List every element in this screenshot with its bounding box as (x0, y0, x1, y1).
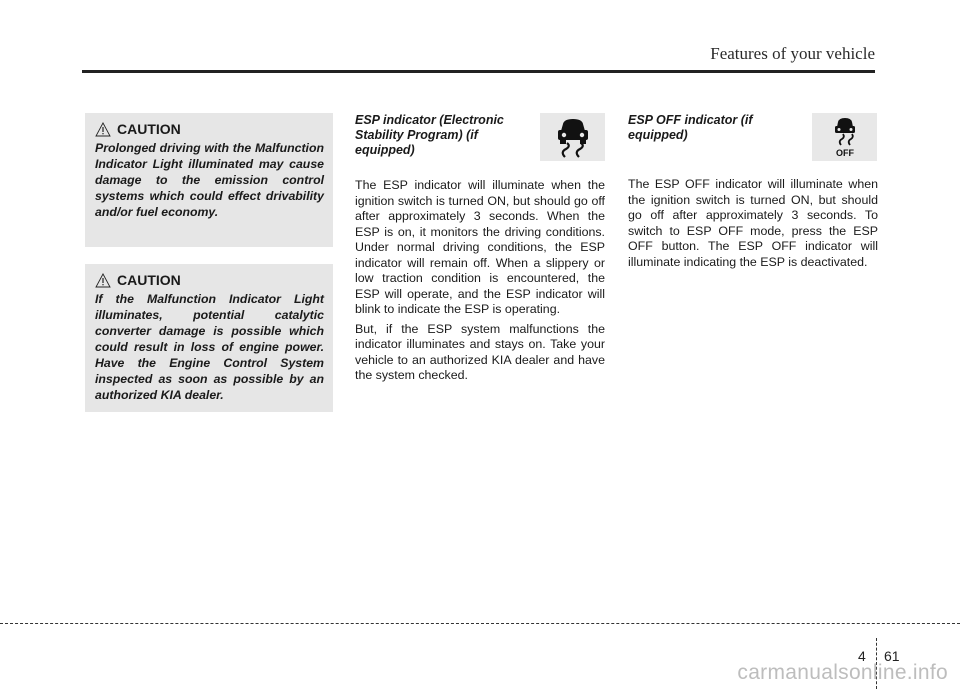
caution-text: If the Malfunction Indicator Light illuminates, potential catalytic converter damage is possible which could result in loss of engine power. Have the Engine Control System inspected as soon as possible by an authorized KIA dealer. (95, 292, 324, 402)
esp-indicator-icon-box (540, 113, 605, 161)
skidding-car-off-icon (823, 115, 867, 159)
esp-off-indicator-icon-box (812, 113, 877, 161)
esp-off-paragraph: The ESP OFF indicator will illuminate when the ignition switch is turned ON, but should go off after approximately 3 seconds. To switch to ESP OFF mode, press the ESP OFF button. The ESP OFF indicator will illuminate indicating the ESP is deactivated. (628, 177, 878, 269)
footer-rule (0, 623, 960, 624)
caution-title: CAUTION (117, 272, 181, 288)
caution-text: Prolonged driving with the Malfunction Indicator Light illuminated may cause damage to the emission control systems which could effect drivability and/or fuel economy. (95, 141, 324, 219)
caution-box-2 (85, 264, 333, 412)
esp-paragraph-2: But, if the ESP system malfunctions the indicator illuminates and stays on. Take your vehicle to an authorized KIA dealer and have the system checked. (355, 321, 605, 382)
caution-title: CAUTION (117, 121, 181, 137)
chapter-number: 4 (858, 648, 866, 664)
page-number: 61 (884, 648, 900, 664)
off-icon-label: OFF (835, 148, 854, 158)
caution-header (95, 272, 324, 288)
esp-heading: ESP indicator (Electronic Stability Program) (if equipped) (355, 113, 504, 157)
warning-triangle-icon (95, 273, 111, 288)
skidding-car-icon (551, 115, 595, 159)
esp-paragraph-1: The ESP indicator will illuminate when the ignition switch is turned ON, but should go off after approximately 3 seconds. When the ESP is on, it monitors the driving conditions. Under normal driving conditions, the ESP indicator will remain off. When a slippery or low traction condition is encountered, the ESP will operate, and the ESP indicator will blink to indicate the ESP is operating. (355, 178, 605, 316)
header-rule (82, 70, 875, 73)
watermark: carmanualsonline.info (737, 661, 948, 684)
caution-header (95, 121, 324, 137)
caution-box-1 (85, 113, 333, 247)
esp-off-heading: ESP OFF indicator (if equipped) (628, 113, 753, 142)
page-header-title: Features of your vehicle (710, 44, 875, 63)
warning-triangle-icon (95, 122, 111, 137)
